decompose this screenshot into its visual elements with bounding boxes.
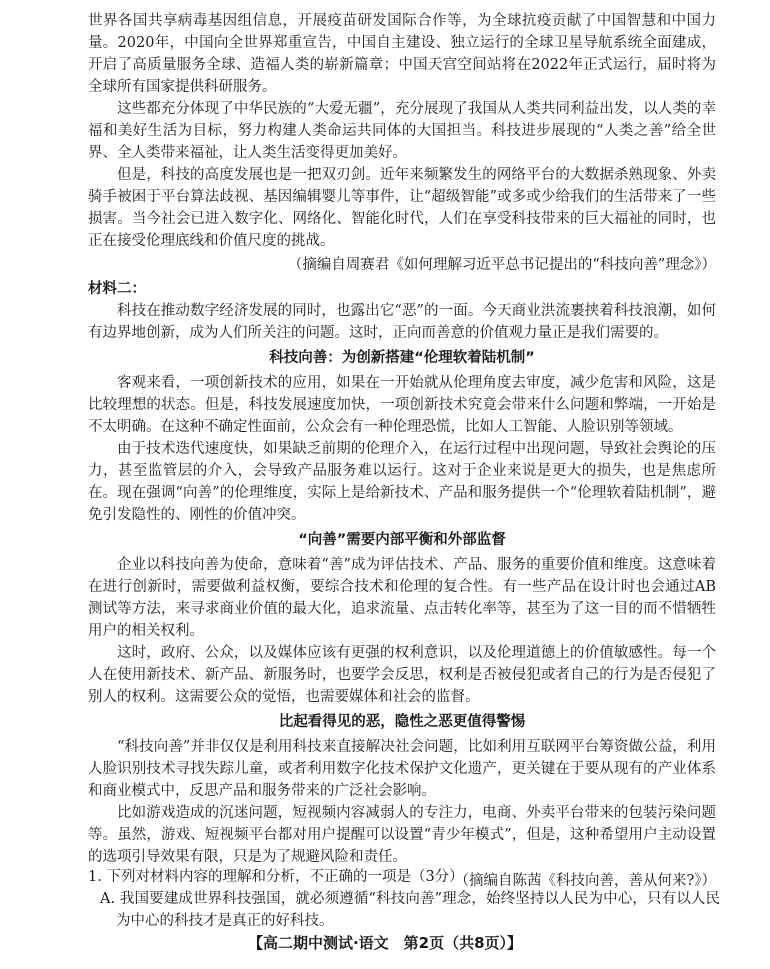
- section-title: “向善”需要内部平衡和外部监督: [298, 532, 506, 548]
- paragraph: 科技在推动数字经济发展的同时，也露出它“恶”的一面。今天商业洪流裹挟着科技浪潮，如何有边界地创新，成为人们所关注的问题。这时，正向而善意的价值观力量正是我们需要的。: [88, 303, 716, 341]
- question-stem: 1. 下列对材料内容的理解和分析，不正确的一项是（3分）: [88, 869, 464, 885]
- paragraph: 比如游戏造成的沉迷问题，短视频内容减弱人的专注力，电商、外卖平台带来的包装污染问题等。虽然，游戏、短视频平台都对用户提醒可以设置“青少年模式”，但是，这种希望用户主动设置的选项引导效果有限，只是为了规避风险和责任。: [88, 805, 716, 865]
- question-1: [88, 866, 720, 932]
- paragraph: 但是，科技的高度发展也是一把双刃剑。近年来频繁发生的网络平台的大数据杀熟现象、外卖骑手被困于平台算法歧视、基因编辑婴儿等事件，让“超级智能”或多或少给我们的生活带来了一些损害。当今社会已进入数字化、网络化、智能化时代，人们在享受科技带来的巨大福祉的同时，也正在接受伦理底线和价值尺度的挑战。: [88, 167, 716, 249]
- reading-passage: [88, 10, 716, 892]
- section-title: 科技向善：为创新搭建“伦理软着陆机制”: [269, 350, 535, 366]
- paragraph: 世界各国共享病毒基因组信息，开展疫苗研发国际合作等，为全球抗疫贡献了中国智慧和中国力量。2020年，中国向全世界郑重宣告，中国自主建设、独立运行的全球卫星导航系统全面建成，开启了高质量服务全球、造福人类的崭新篇章；中国天宫空间站将在2022年正式运行，届时将为全球所有国家提供科研服务。: [88, 13, 716, 95]
- source-citation: （摘编自周赛君《如何理解习近平总书记提出的“科技向善”理念》）: [287, 257, 716, 273]
- paragraph: 企业以科技向善为使命，意味着“善”成为评估技术、产品、服务的重要价值和维度。这意味着在进行创新时，需要做利益权衡，要综合技术和伦理的复合性。有一些产品在设计时也会通过AB测试等方法，来寻求商业价值的最大化，追求流量、点击转化率等，甚至为了这一目的而不惜牺牲用户的相关权利。: [88, 557, 716, 639]
- paragraph: 客观来看，一项创新技术的应用，如果在一开始就从伦理角度去审度，减少危害和风险，这是比较理想的状态。但是，科技发展速度加快，一项创新技术究竟会带来什么问题和弊端，一开始是不太明确。在这种不确定性面前，公众会有一种伦理恐慌，比如人工智能、人脸识别等领域。: [88, 375, 716, 435]
- page-footer: 【高二期中测试·语文 第2页（共8页）】: [247, 934, 523, 952]
- paragraph: 这些都充分体现了中华民族的“大爱无疆”，充分展现了我国从人类共同利益出发，以人类的幸福和美好生活为目标，努力构建人类命运共同体的大国担当。科技进步展现的“人类之善”给全世界、全人类带来福祉，让人类生活变得更加美好。: [88, 101, 716, 161]
- paragraph: “科技向善”并非仅仅是利用科技来直接解决社会问题，比如利用互联网平台筹资做公益，利用人脸识别技术寻找失踪儿童，或者利用数字化技术保护文化遗产，更关键在于要从现有的产业体系和商业模式中，反思产品和服务带来的广泛社会影响。: [88, 739, 716, 799]
- material-heading: 材料二：: [88, 281, 146, 297]
- source-citation: （摘编自陈茜《科技向善，善从何来?》）: [454, 873, 716, 889]
- section-title: 比起看得见的恶，隐性之恶更值得警惕: [278, 714, 526, 730]
- paragraph: 这时，政府、公众，以及媒体应该有更强的权利意识，以及伦理道德上的价值敏感性。每一个人在使用新技术、新产品、新服务时，也要学会反思，权利是否被侵犯或者自己的行为是否侵犯了别人的权利。这需要公众的觉悟，也需要媒体和社会的监督。: [88, 645, 716, 705]
- option-a: A. 我国要建成世界科技强国，就必须遵循“科技向善”理念，始终坚持以人民为中心，只有以人民为中心的科技才是真正的好科技。: [100, 891, 720, 929]
- paragraph: 由于技术迭代速度快，如果缺乏前期的伦理介入，在运行过程中出现问题，导致社会舆论的压力，甚至监管层的介入，会导致产品服务难以运行。这对于企业来说是更大的损失，也是焦虑所在。现在强调“向善”的伦理维度，实际上是给新技术、产品和服务提供一个“伦理软着陆机制”，避免引发隐性的、刚性的价值冲突。: [88, 441, 716, 523]
